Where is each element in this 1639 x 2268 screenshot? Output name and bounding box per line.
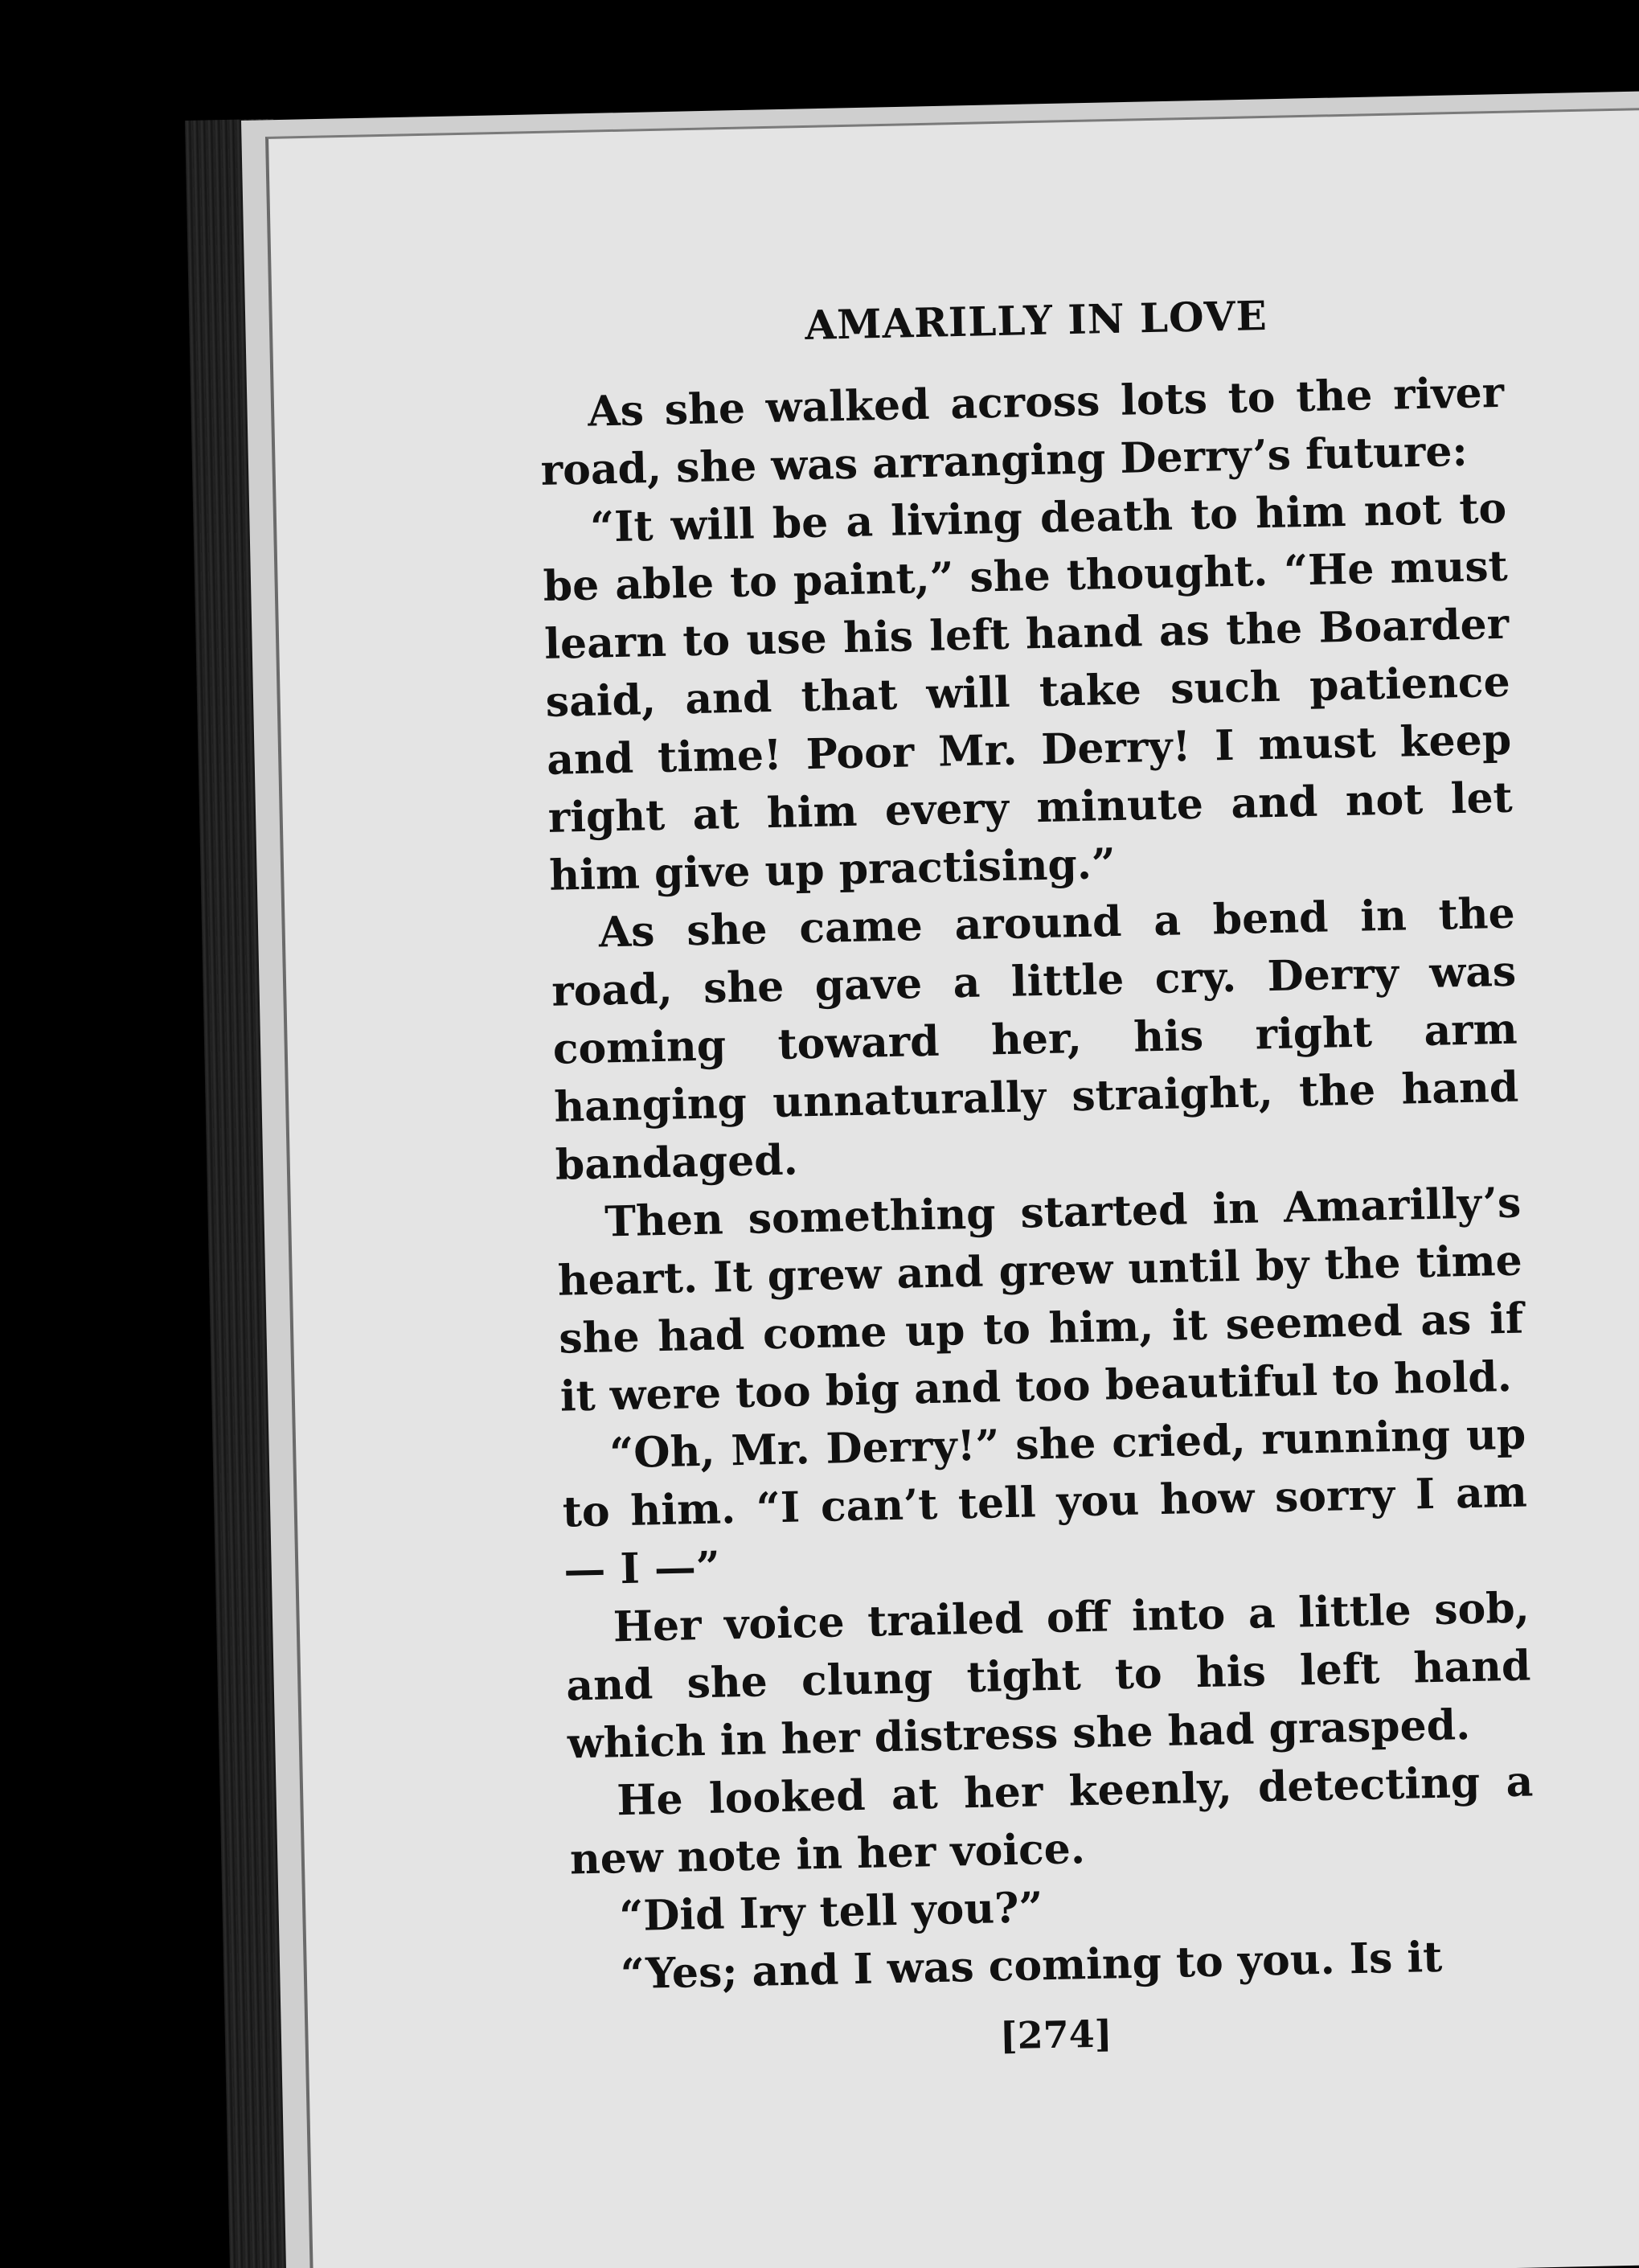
paragraph: Her voice trailed off into a little sob, and she clung tight to his left hand which in her distress she had grasped.: [565, 1583, 1531, 1769]
page-number: [274]: [999, 2012, 1112, 2058]
paragraph: “It will be a living death to him not to be able to paint,” she thought. “He must learn to use his left hand as the Boarder said, and that will take such patience and time! Poor Mr. Derry! I must keep right at him every minute and not let him give up practising.”: [543, 483, 1514, 900]
paragraph: Then something started in Amarilly’s heart. It grew and grew until by the time she had come up to him, it seemed as if it were too big and too beautiful to hold.: [557, 1178, 1524, 1421]
paragraph: “Yes; and I was coming to you. Is it: [620, 1932, 1443, 1999]
paragraph: “Did Iry tell you?”: [618, 1883, 1044, 1942]
paragraph: He looked at her keenly, detecting a new note in her voice.: [569, 1757, 1534, 1885]
page-text: [537, 282, 1539, 2074]
paragraph: As she came around a bend in the road, she gave a little cry. Derry was coming toward her, his right arm hanging unnaturally straight, the hand bandaged.: [551, 888, 1519, 1190]
book-page: [265, 107, 1639, 2268]
running-head: AMARILLY IN LOVE: [804, 291, 1268, 349]
paragraph: As she walked across lots to the river road, she was arranging Derry’s future:: [540, 367, 1505, 495]
paragraph: “Oh, Mr. Derry!” she cried, running up to him. “I can’t tell you how sorry I am — I —”: [562, 1409, 1528, 1595]
